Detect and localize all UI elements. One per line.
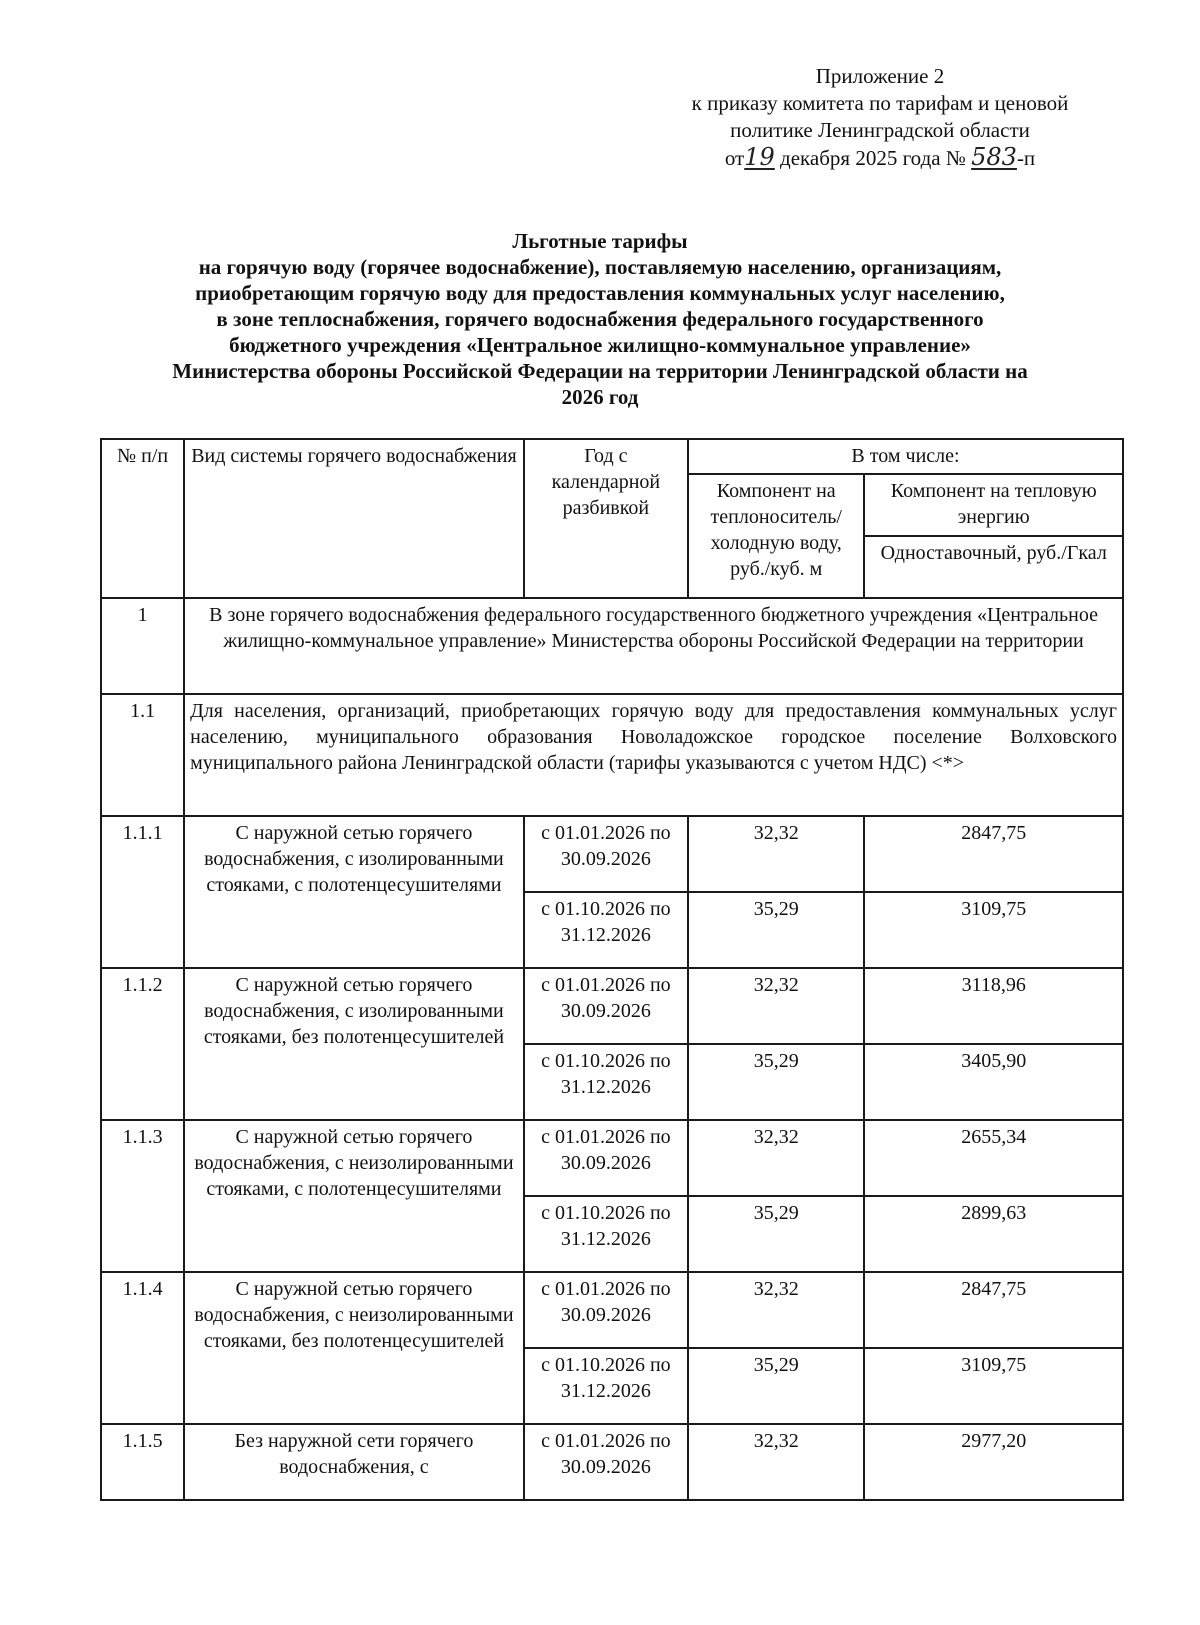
row-water-value: 35,29 — [688, 1348, 864, 1424]
row-period: с 01.01.2026 по 30.09.2026 — [524, 1120, 688, 1196]
row-num: 1.1.4 — [101, 1272, 184, 1424]
row-system-name: С наружной сетью горячего водоснабжения, с изолированными стояками, без полотенцесушителей — [184, 968, 524, 1120]
table-row — [101, 968, 1123, 1044]
row-water-value: 32,32 — [688, 816, 864, 892]
date-prefix: от — [724, 146, 745, 170]
row-heat-value: 2847,75 — [864, 1272, 1123, 1348]
row-num: 1.1.3 — [101, 1120, 184, 1272]
title-line-6: Министерства обороны Российской Федерации на территории Ленинградской области на — [172, 359, 1028, 383]
row-period: с 01.01.2026 по 30.09.2026 — [524, 816, 688, 892]
title-line-3: приобретающим горячую воду для предоставления коммунальных услуг населению, — [195, 281, 1005, 305]
row-num: 1.1.5 — [101, 1424, 184, 1500]
row-heat-value: 2655,34 — [864, 1120, 1123, 1196]
date-mid: декабря 2025 года № — [774, 146, 972, 170]
appendix-header — [640, 63, 1120, 172]
row-num: 1.1.1 — [101, 816, 184, 968]
handwritten-order-number: 583 — [971, 143, 1017, 171]
subsection-num: 1.1 — [101, 694, 184, 816]
row-water-value: 35,29 — [688, 892, 864, 968]
row-system-name: С наружной сетью горячего водоснабжения, с изолированными стояками, с полотенцесушителями — [184, 816, 524, 968]
order-suffix: -п — [1016, 146, 1036, 170]
header-system: Вид системы горячего водоснабжения — [184, 439, 524, 598]
title-line-7: 2026 год — [561, 385, 639, 409]
title-line-2: на горячую воду (горячее водоснабжение), поставляемую населению, организациям, — [198, 255, 1002, 279]
title-line-4: в зоне теплоснабжения, горячего водоснабжения федерального государственного — [216, 307, 984, 331]
document-title — [100, 228, 1100, 410]
header-single-rate: Одноставочный, руб./Гкал — [864, 536, 1123, 598]
row-system-name: С наружной сетью горячего водоснабжения, с неизолированными стояками, без полотенцесушителей — [184, 1272, 524, 1424]
section-num: 1 — [101, 598, 184, 694]
row-water-value: 32,32 — [688, 1120, 864, 1196]
header-period: Год с календарной разбивкой — [524, 439, 688, 598]
header-including: В том числе: — [688, 439, 1123, 474]
row-heat-value: 3109,75 — [864, 892, 1123, 968]
row-heat-value: 2847,75 — [864, 816, 1123, 892]
row-water-value: 32,32 — [688, 1424, 864, 1500]
row-heat-value: 2899,63 — [864, 1196, 1123, 1272]
handwritten-day: 19 — [744, 143, 775, 171]
row-period: с 01.01.2026 по 30.09.2026 — [524, 968, 688, 1044]
appendix-line-3: политике Ленинградской области — [730, 118, 1030, 142]
row-water-value: 35,29 — [688, 1196, 864, 1272]
row-heat-value: 3405,90 — [864, 1044, 1123, 1120]
appendix-line-2: к приказу комитета по тарифам и ценовой — [691, 91, 1069, 115]
row-system-name: С наружной сетью горячего водоснабжения, с неизолированными стояками, с полотенцесушителями — [184, 1120, 524, 1272]
table-row — [101, 1120, 1123, 1196]
row-period: с 01.10.2026 по 31.12.2026 — [524, 1196, 688, 1272]
table-row — [101, 816, 1123, 892]
appendix-line-1: Приложение 2 — [815, 64, 945, 88]
row-period: с 01.01.2026 по 30.09.2026 — [524, 1424, 688, 1500]
title-line-5: бюджетного учреждения «Центральное жилищно-коммунальное управление» — [229, 333, 971, 357]
table-row — [101, 1272, 1123, 1348]
row-water-value: 35,29 — [688, 1044, 864, 1120]
row-heat-value: 2977,20 — [864, 1424, 1123, 1500]
header-water-component: Компонент на теплоноситель/ холодную воду, руб./куб. м — [688, 474, 864, 598]
table-row — [101, 1424, 1123, 1500]
title-line-1: Льготные тарифы — [512, 229, 688, 253]
subsection-row — [101, 694, 1123, 816]
header-heat-component: Компонент на тепловую энергию — [864, 474, 1123, 536]
appendix-date-line — [640, 144, 1120, 172]
row-system-name: Без наружной сети горячего водоснабжения, с — [184, 1424, 524, 1500]
row-heat-value: 3118,96 — [864, 968, 1123, 1044]
section-row — [101, 598, 1123, 694]
row-period: с 01.01.2026 по 30.09.2026 — [524, 1272, 688, 1348]
row-water-value: 32,32 — [688, 1272, 864, 1348]
row-period: с 01.10.2026 по 31.12.2026 — [524, 1044, 688, 1120]
row-period: с 01.10.2026 по 31.12.2026 — [524, 1348, 688, 1424]
header-row — [101, 439, 1123, 474]
header-num: № п/п — [101, 439, 184, 598]
row-num: 1.1.2 — [101, 968, 184, 1120]
row-water-value: 32,32 — [688, 968, 864, 1044]
subsection-text: Для населения, организаций, приобретающих горячую воду для предоставления коммунальных услуг населению, муниципального образования Новоладожское городское поселение Волховского муниципального района Ленинградской области (тарифы указываются с учетом НДС) <*> — [184, 694, 1123, 816]
row-period: с 01.10.2026 по 31.12.2026 — [524, 892, 688, 968]
row-heat-value: 3109,75 — [864, 1348, 1123, 1424]
section-text: В зоне горячего водоснабжения федерального государственного бюджетного учреждения «Центральное жилищно-коммунальное управление» Министерства обороны Российской Федерации на территории — [184, 598, 1123, 694]
tariff-table — [100, 438, 1124, 1501]
